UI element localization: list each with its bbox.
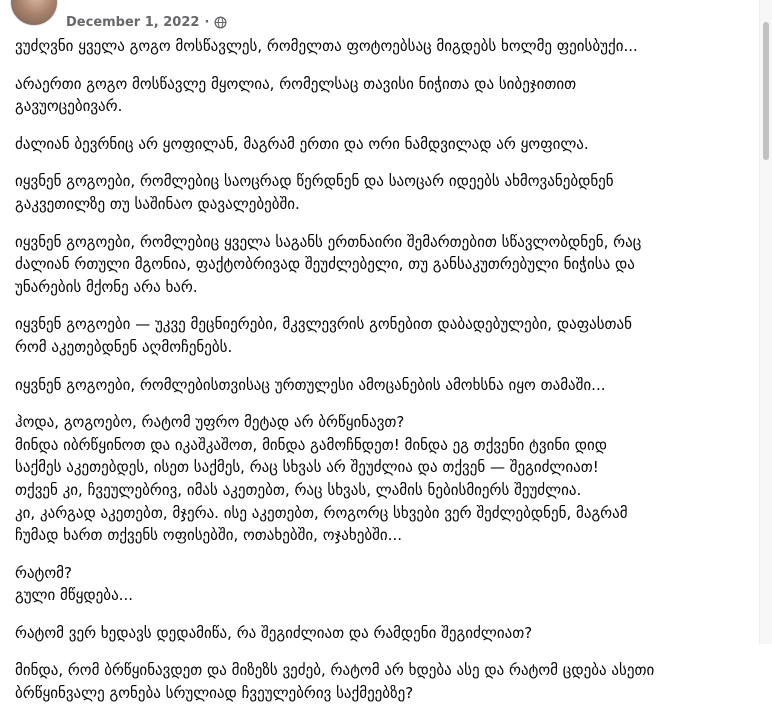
post-paragraph: ჰოდა, გოგოებო, რატომ უფრო მეტად არ ბრწყინავთ? მინდა იბრწყინოთ და იკაშკაშოთ, მინდა გამოჩნდეთ! მინდა ეგ თქვენი ტვინი დიდ საქმეს აკეთებდეს, ისეთ საქმეს, რაც სხვას არ შეუძლია და თქვენ — შეგიძლიათ! თქვენ კი, ჩვეულებრივ, იმას აკეთებთ, რაც სხვას, ლამის ნებისმიერს შეუძლია. კი, კარგად აკეთებთ, მჯერა. ისე აკეთებთ, როგორც სხვები ვერ შეძლებდნენ, მაგრამ ჩუმად ხართ თქვენს ოფისებში, ოთახებში, ოჯახებში... <box>15 413 628 545</box>
post-paragraph: რატომ ვერ ხედავს დედამიწა, რა შეგიძლიათ და რამდენი შეგიძლიათ? <box>15 623 533 642</box>
post-paragraph: იყვნენ გოგოები — უკვე მეცნიერები, მკვლევრის გონებით დაბადებულები, დაფასთან რომ აკეთებდნენ აღმოჩენებს. <box>15 315 633 356</box>
post-paragraph: ძალიან ბევრნიც არ ყოფილან, მაგრამ ერთი და ორი ნამდვილად არ ყოფილა. <box>15 134 589 153</box>
globe-icon[interactable] <box>214 16 227 29</box>
post-paragraph: იყვნენ გოგოები, რომლებისთვისაც ურთულესი ამოცანების ამოხსნა იყო თამაში... <box>15 375 606 394</box>
post-date[interactable]: December 1, 2022 <box>66 14 200 30</box>
post-text <box>15 35 750 720</box>
author-avatar[interactable] <box>10 0 58 26</box>
post-header <box>0 0 760 40</box>
post-paragraph: იყვნენ გოგოები, რომლებიც საოცრად წერდნენ და საოცარ იდეებს ახმოვანებდნენ გაკვეთილზე თუ საშინაო დავალებებში. <box>15 172 614 213</box>
post-paragraph: ვუძღვნი ყველა გოგო მოსწავლეს, რომელთა ფოტოებსაც მიგდებს ხოლმე ფეისბუქი... <box>15 37 638 55</box>
vertical-scrollbar[interactable] <box>759 0 772 644</box>
scrollbar-thumb[interactable] <box>763 22 769 160</box>
post-meta <box>66 12 227 32</box>
post-paragraph: მინდა, რომ ბრწყინავდეთ და მიზეზს ვეძებ, რატომ არ ხდება ასე და რატომ ცდება ასეთი ბრწყინვალე გონება სრულიად ჩვეულებრივ საქმეებზე? <box>15 661 655 703</box>
meta-separator: · <box>204 14 210 30</box>
post-paragraph: იყვნენ გოგოები, რომლებიც ყველა საგანს ერთნაირი შემართებით სწავლობდნენ, რაც ძალიან რთული მგონია, ფაქტობრივად შეუძლებელი, თუ განსაკუთრებული ნიჭისა და უნარების მქონე არა ხარ. <box>15 232 642 296</box>
post-paragraph: არაერთი გოგო მოსწავლე მყოლია, რომელსაც თავისი ნიჭითა და სიბეჯითით გავუოცებივარ. <box>15 74 577 116</box>
post-paragraph: რატომ? გული მწყდება... <box>15 563 133 605</box>
